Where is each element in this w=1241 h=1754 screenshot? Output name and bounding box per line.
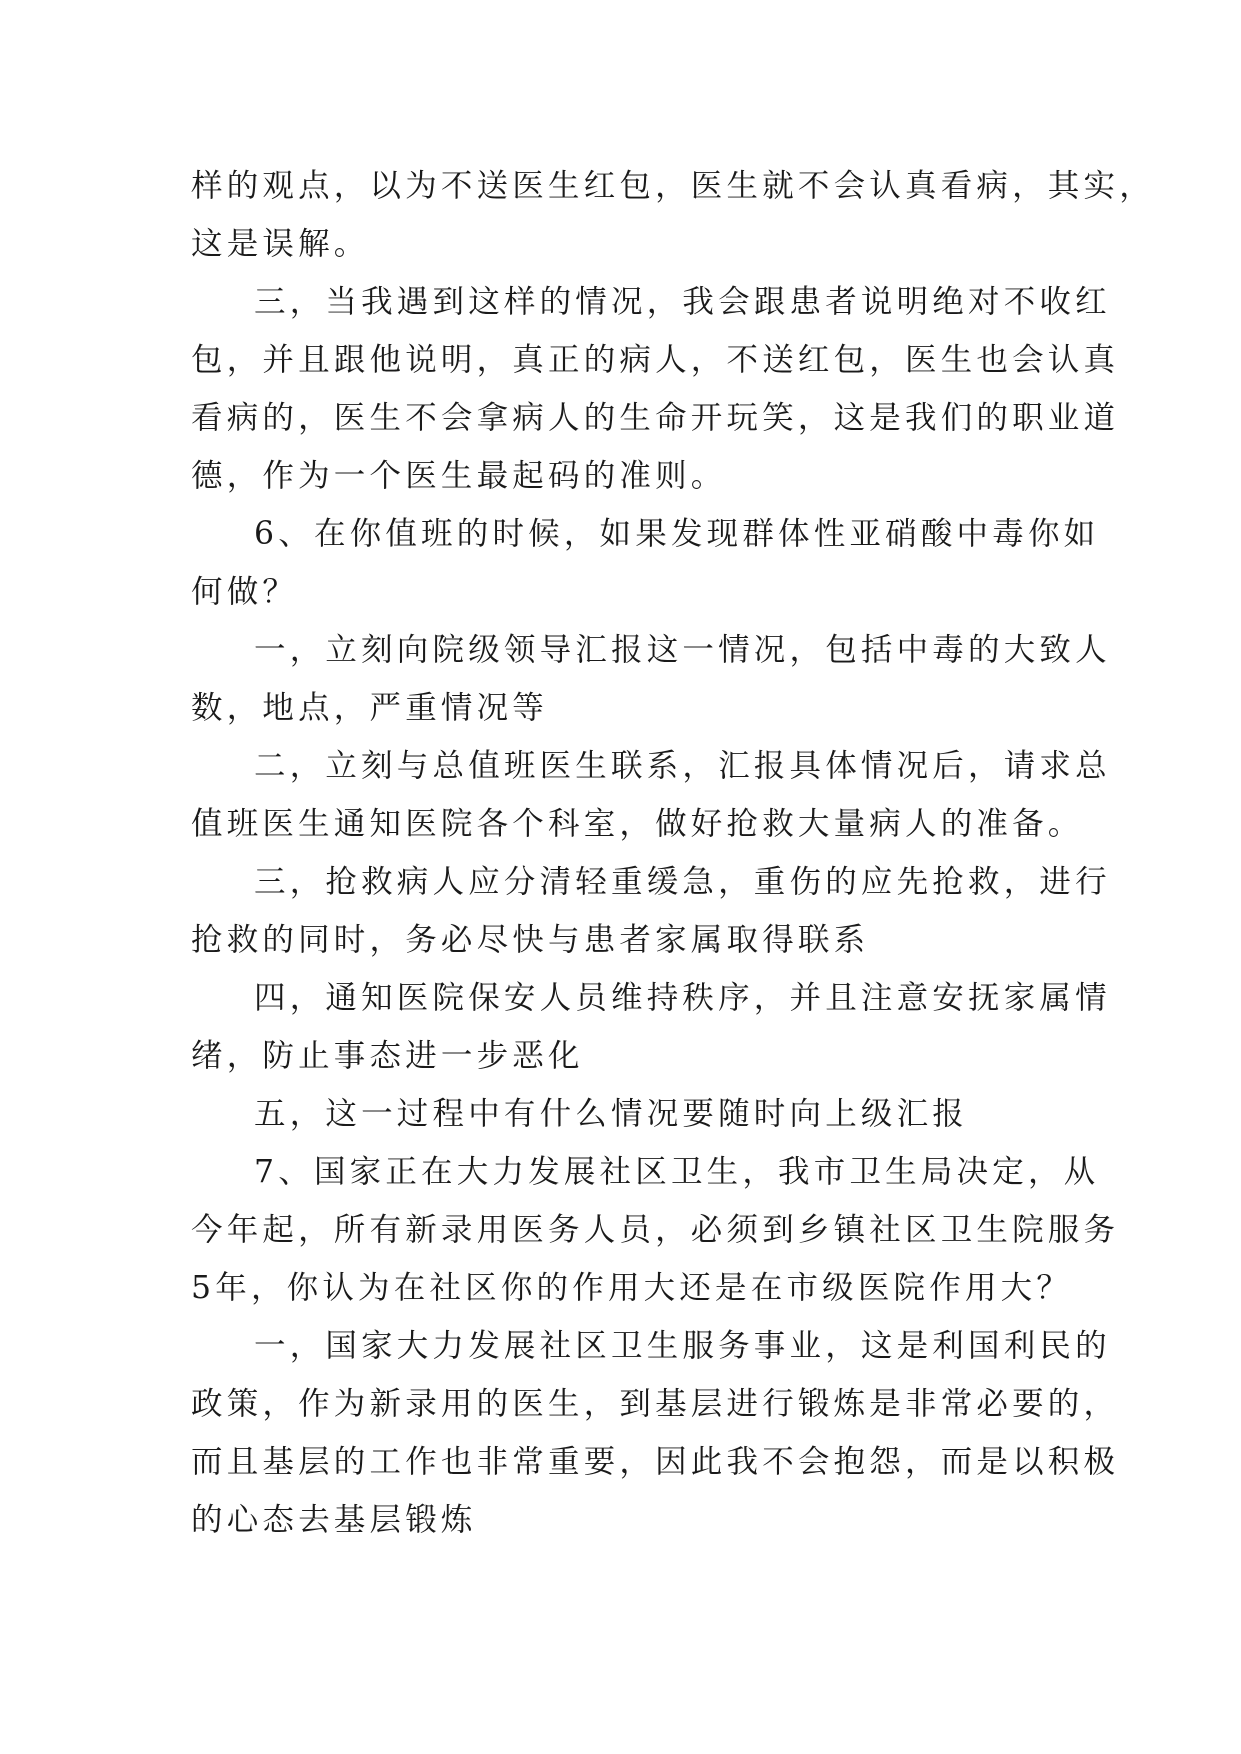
question-7-line: 7、国家正在大力发展社区卫生，我市卫生局决定，从 — [254, 1154, 1100, 1190]
text-line: 值班医生通知医院各个科室，做好抢救大量病人的准备。 — [191, 806, 1084, 842]
text-line: 5年，你认为在社区你的作用大还是在市级医院作用大？ — [191, 1270, 1073, 1306]
text-line: 政策，作为新录用的医生，到基层进行锻炼是非常必要的， — [191, 1386, 1120, 1422]
paragraph-start-line: 一，立刻向院级领导汇报这一情况，包括中毒的大致人 — [254, 632, 1111, 668]
text-line: 样的观点，以为不送医生红包，医生就不会认真看病，其实， — [191, 168, 1155, 204]
paragraph-start-line: 二，立刻与总值班医生联系，汇报具体情况后，请求总 — [254, 748, 1111, 784]
paragraph-start-line: 三，抢救病人应分清轻重缓急，重伤的应先抢救，进行 — [254, 864, 1111, 900]
text-line: 而且基层的工作也非常重要，因此我不会抱怨，而是以积极 — [191, 1444, 1120, 1480]
text-line: 今年起，所有新录用医务人员，必须到乡镇社区卫生院服务 — [191, 1212, 1120, 1248]
text-line: 何做？ — [191, 574, 299, 610]
paragraph-start-line: 三，当我遇到这样的情况，我会跟患者说明绝对不收红 — [254, 284, 1111, 320]
text-line: 德，作为一个医生最起码的准则。 — [191, 458, 727, 494]
text-line: 数，地点，严重情况等 — [191, 690, 549, 726]
text-line: 的心态去基层锻炼 — [191, 1502, 477, 1538]
text-line: 包，并且跟他说明，真正的病人，不送红包，医生也会认真 — [191, 342, 1120, 378]
text-line: 绪，防止事态进一步恶化 — [191, 1038, 584, 1074]
question-6-line: 6、在你值班的时候，如果发现群体性亚硝酸中毒你如 — [254, 516, 1100, 552]
text-line: 这是误解。 — [191, 226, 370, 262]
paragraph-start-line: 五，这一过程中有什么情况要随时向上级汇报 — [254, 1096, 969, 1132]
text-line: 抢救的同时，务必尽快与患者家属取得联系 — [191, 922, 870, 958]
text-line: 看病的，医生不会拿病人的生命开玩笑，这是我们的职业道 — [191, 400, 1120, 436]
paragraph-start-line: 四，通知医院保安人员维持秩序，并且注意安抚家属情 — [254, 980, 1111, 1016]
paragraph-start-line: 一，国家大力发展社区卫生服务事业，这是利国利民的 — [254, 1328, 1111, 1364]
